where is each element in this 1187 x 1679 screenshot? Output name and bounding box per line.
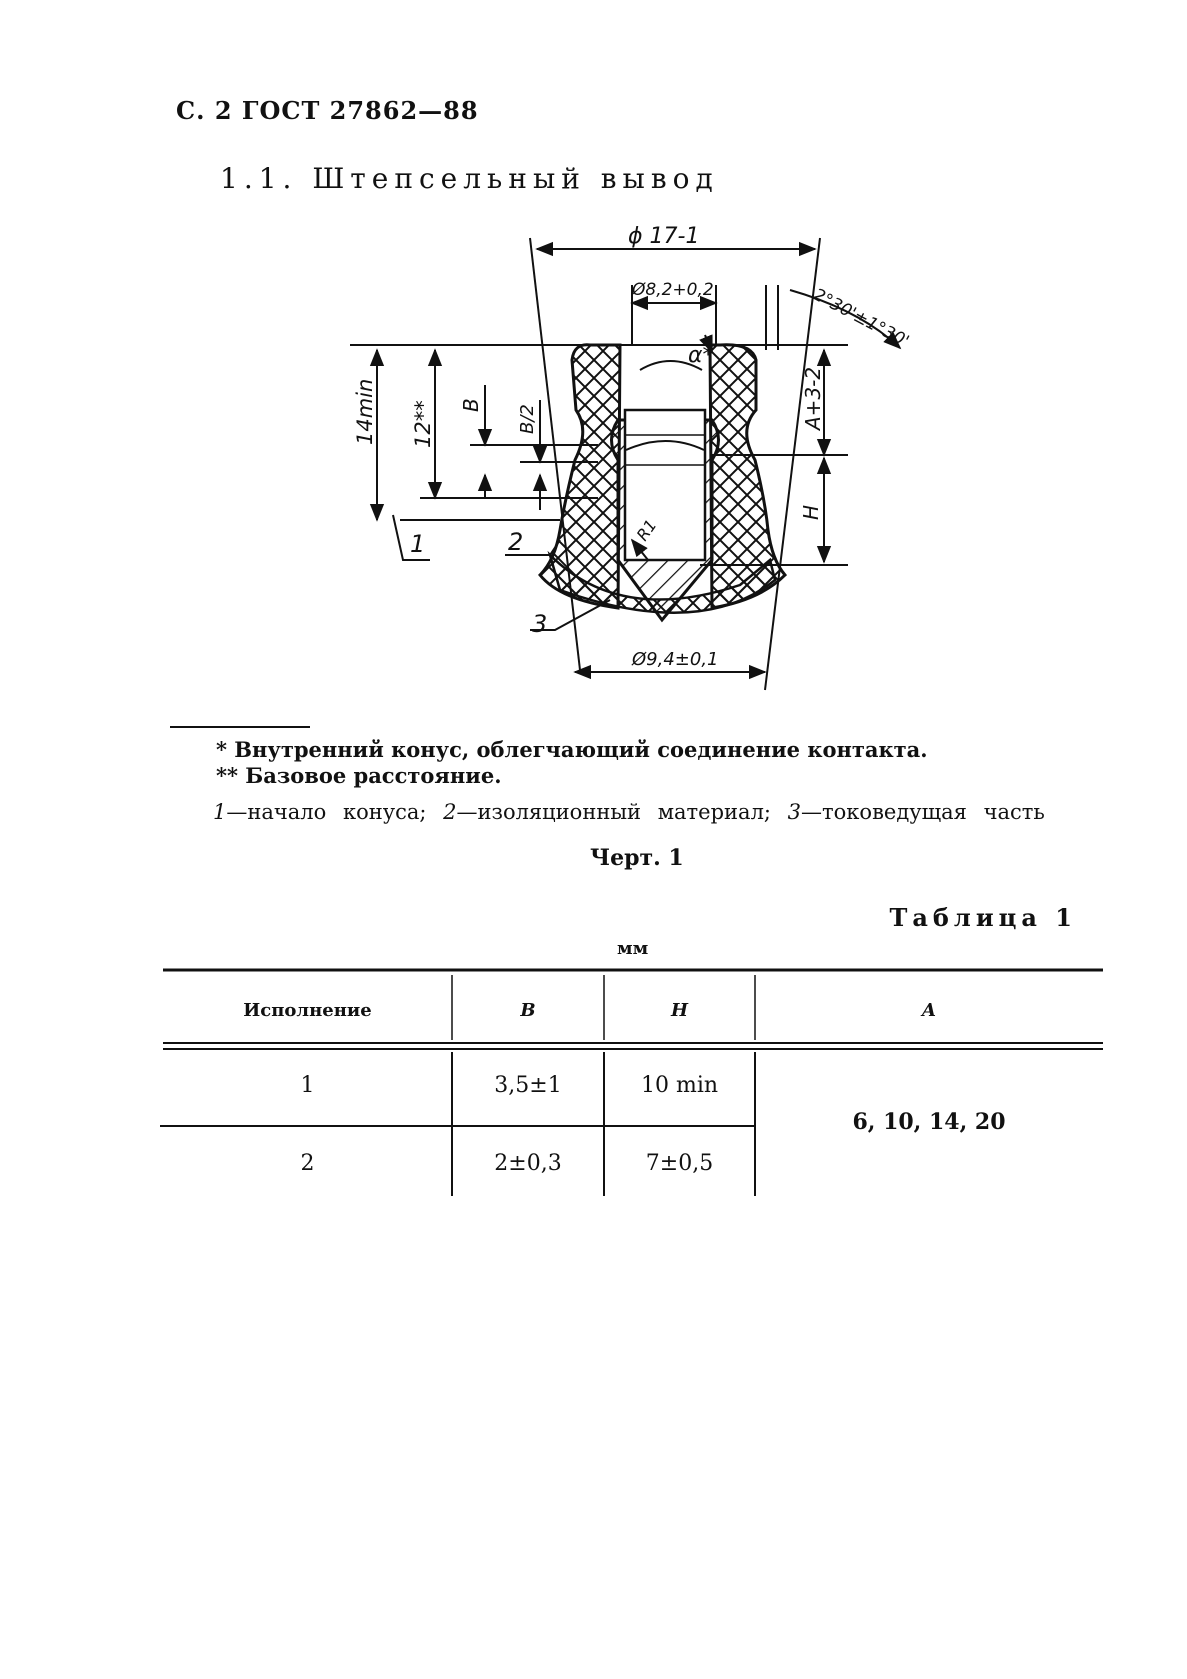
callout-2: 2 [508, 528, 524, 556]
label-d94: Ø9,4±0,1 [632, 649, 719, 670]
label-B: B [459, 398, 483, 412]
table-unit: мм [617, 938, 649, 959]
section-title: 1.1. Штепсельный вывод [220, 162, 719, 195]
label-R1: R1 [632, 515, 661, 545]
row1-B: 3,5±1 [494, 1073, 562, 1098]
legend-text-3: —токоведущая часть [801, 800, 1045, 824]
legend-text-2: —изоляционный материал; [456, 800, 771, 824]
label-d17: ϕ 17-1 [628, 224, 700, 249]
technical-drawing [330, 205, 913, 705]
row2-B: 2±0,3 [494, 1151, 562, 1176]
legend-num-3: 3 [787, 800, 802, 824]
table-caption: Таблица 1 [889, 903, 1077, 932]
legend-num-2: 2 [443, 800, 457, 824]
row2-H: 7±0,5 [645, 1151, 714, 1176]
legend-num-1: 1 [213, 800, 227, 824]
label-angle: 2°30'±1°30' [809, 284, 913, 352]
row1-H: 10 min [640, 1073, 719, 1098]
label-12: 12** [411, 400, 435, 448]
header-A: A [922, 1000, 936, 1021]
row2-ispolnenie: 2 [300, 1151, 315, 1176]
footnote-1: * Внутренний конус, облегчающий соединение контакта. [216, 737, 928, 762]
label-alpha: α* [688, 343, 714, 368]
header-H: H [670, 1000, 688, 1021]
label-B2: B/2 [517, 404, 538, 434]
page-header: С. 2 ГОСТ 27862—88 [176, 96, 479, 125]
callout-1: 1 [410, 530, 426, 558]
callout-3: 3 [532, 610, 548, 638]
legend-text-1: —начало конуса; [226, 800, 427, 824]
header-ispolnenie: Исполнение [243, 1000, 372, 1021]
label-H: H [799, 504, 823, 520]
row1-ispolnenie: 1 [300, 1073, 315, 1098]
figure-caption: Черт. 1 [590, 845, 684, 871]
header-B: B [520, 1000, 536, 1021]
legend [213, 800, 1045, 824]
contact-part [612, 410, 719, 620]
label-A: A+3-2 [801, 366, 825, 430]
label-14min: 14min [353, 378, 377, 445]
footnote-2: ** Базовое расстояние. [216, 763, 502, 788]
label-d82: Ø8,2+0,2 [632, 280, 714, 300]
merged-A: 6, 10, 14, 20 [852, 1109, 1006, 1135]
footnote-rule [170, 726, 310, 728]
